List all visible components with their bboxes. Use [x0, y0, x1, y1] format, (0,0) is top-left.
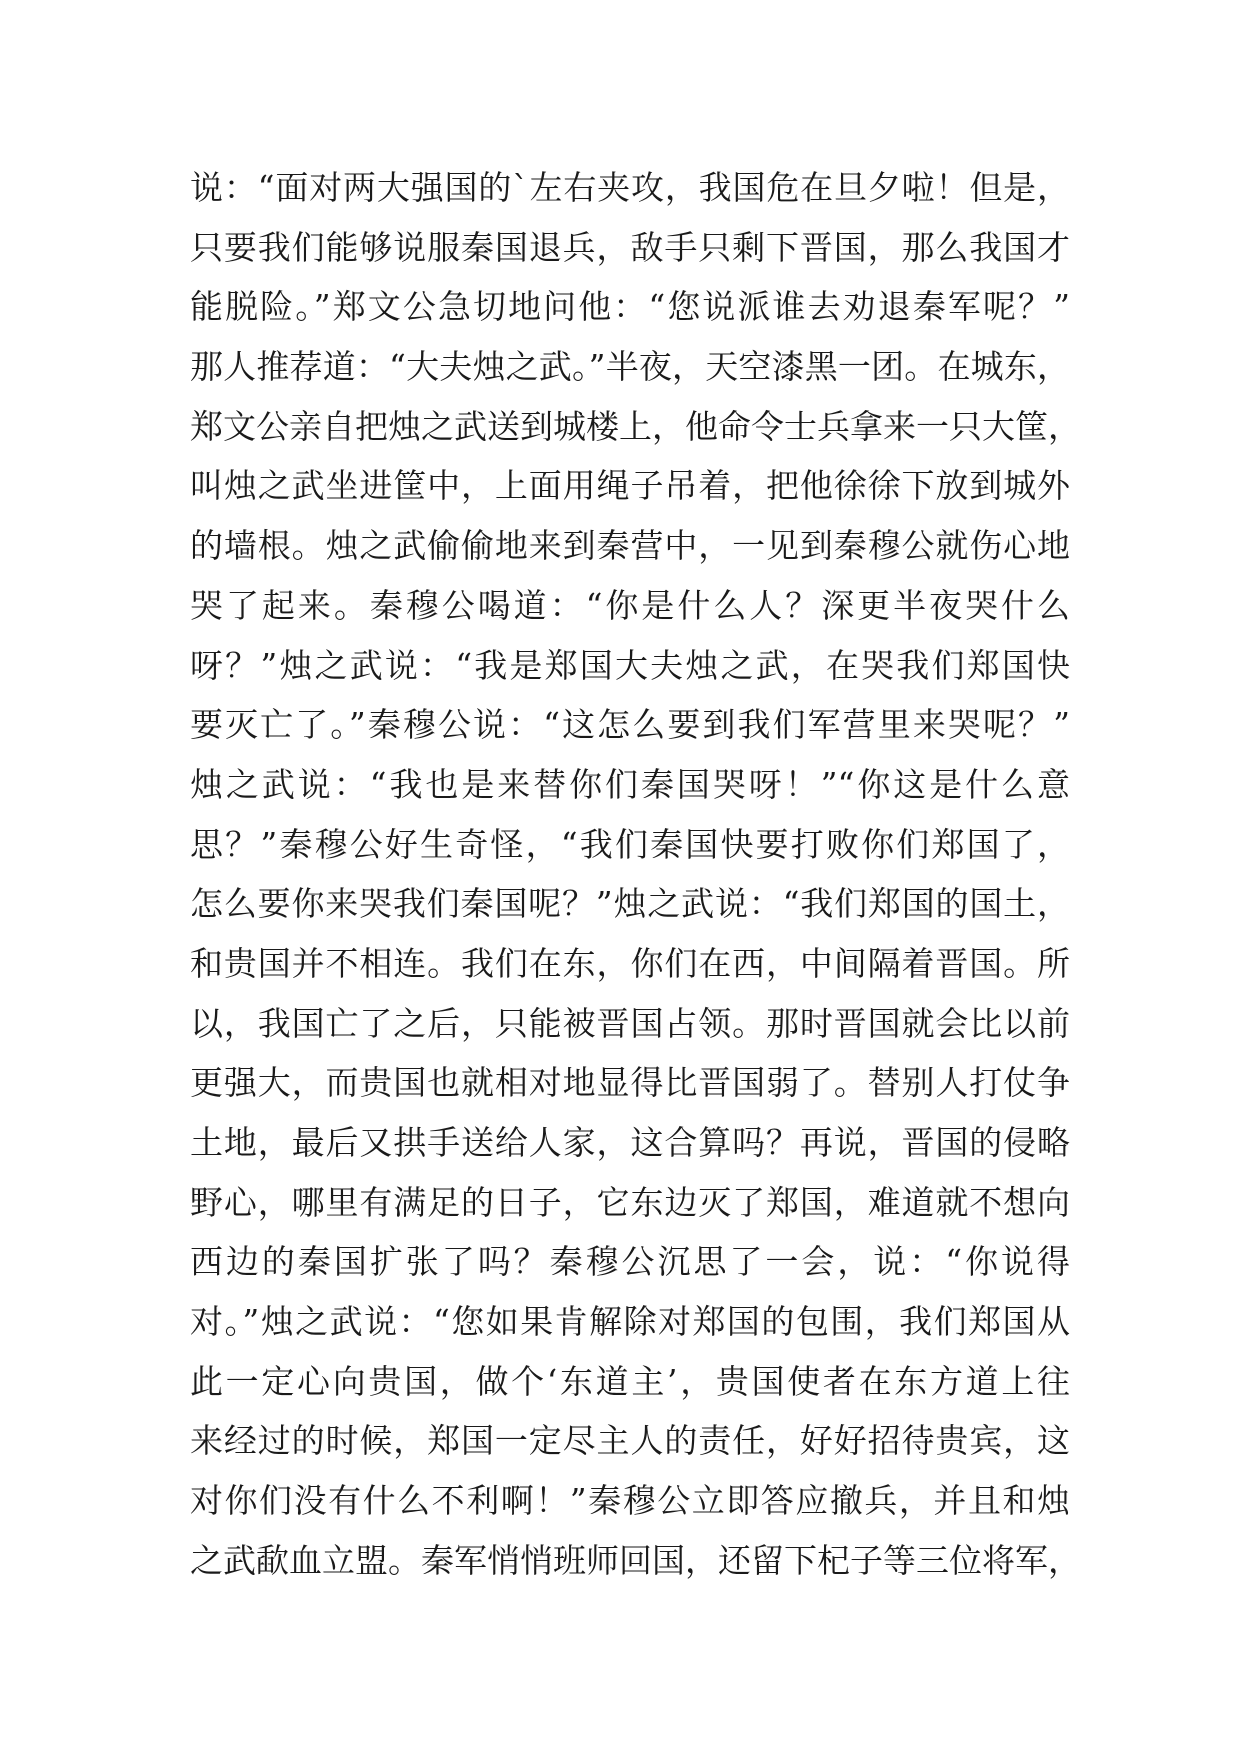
body-text: [190, 158, 1081, 1591]
text-line: 那人推荐道：“大夫烛之武。”半夜，天空漆黑一团。在城东，: [190, 347, 1070, 387]
text-line: 思？”秦穆公好生奇怪，“我们秦国快要打败你们郑国了，: [190, 824, 1070, 864]
text-line: 对你们没有什么不利啊！”秦穆公立即答应撤兵，并且和烛: [190, 1481, 1070, 1521]
text-line: 土地，最后又拱手送给人家，这合算吗？再说，晋国的侵略: [190, 1123, 1070, 1162]
text-line: 烛之武说：“我也是来替你们秦国哭呀！”“你这是什么意: [190, 764, 1070, 804]
text-line: 只要我们能够说服秦国退兵，敌手只剩下晋国，那么我国才: [190, 227, 1070, 267]
text-line: 更强大，而贵国也就相对地显得比晋国弱了。替别人打仗争: [190, 1063, 1070, 1103]
text-line: 呀？”烛之武说：“我是郑国大夫烛之武，在哭我们郑国快: [190, 645, 1070, 685]
text-line: 和贵国并不相连。我们在东，你们在西，中间隔着晋国。所: [190, 943, 1070, 983]
text-line: 怎么要你来哭我们秦国呢？”烛之武说：“我们郑国的国土，: [190, 884, 1070, 924]
text-line: 之武歃血立盟。秦军悄悄班师回国，还留下杞子等三位将军，: [190, 1540, 1081, 1580]
text-line: 对。”烛之武说：“您如果肯解除对郑国的包围，我们郑国从: [190, 1302, 1070, 1342]
text-line: 郑文公亲自把烛之武送到城楼上，他命令士兵拿来一只大筐，: [190, 406, 1081, 446]
text-line: 西边的秦国扩张了吗？秦穆公沉思了一会，说：“你说得: [190, 1242, 1070, 1282]
text-line: 此一定心向贵国，做个‘东道主’，贵国使者在东方道上往: [190, 1361, 1070, 1401]
text-line: 说：“面对两大强国的`左右夹攻，我国危在旦夕啦！但是，: [190, 168, 1070, 207]
text-line: 能脱险。”郑文公急切地问他：“您说派谁去劝退秦军呢？”: [190, 287, 1070, 327]
text-line: 来经过的时候，郑国一定尽主人的责任，好好招待贵宾，这: [190, 1421, 1070, 1461]
text-line: 叫烛之武坐进筐中，上面用绳子吊着，把他徐徐下放到城外: [190, 466, 1070, 506]
text-line: 哭了起来。秦穆公喝道：“你是什么人？深更半夜哭什么: [190, 585, 1070, 625]
text-line: 以，我国亡了之后，只能被晋国占领。那时晋国就会比以前: [190, 1003, 1070, 1043]
text-line: 的墙根。烛之武偷偷地来到秦营中，一见到秦穆公就伤心地: [190, 526, 1070, 566]
text-line: 野心，哪里有满足的日子，它东边灭了郑国，难道就不想向: [190, 1182, 1070, 1222]
text-line: 要灭亡了。”秦穆公说：“这怎么要到我们军营里来哭呢？”: [190, 705, 1070, 745]
